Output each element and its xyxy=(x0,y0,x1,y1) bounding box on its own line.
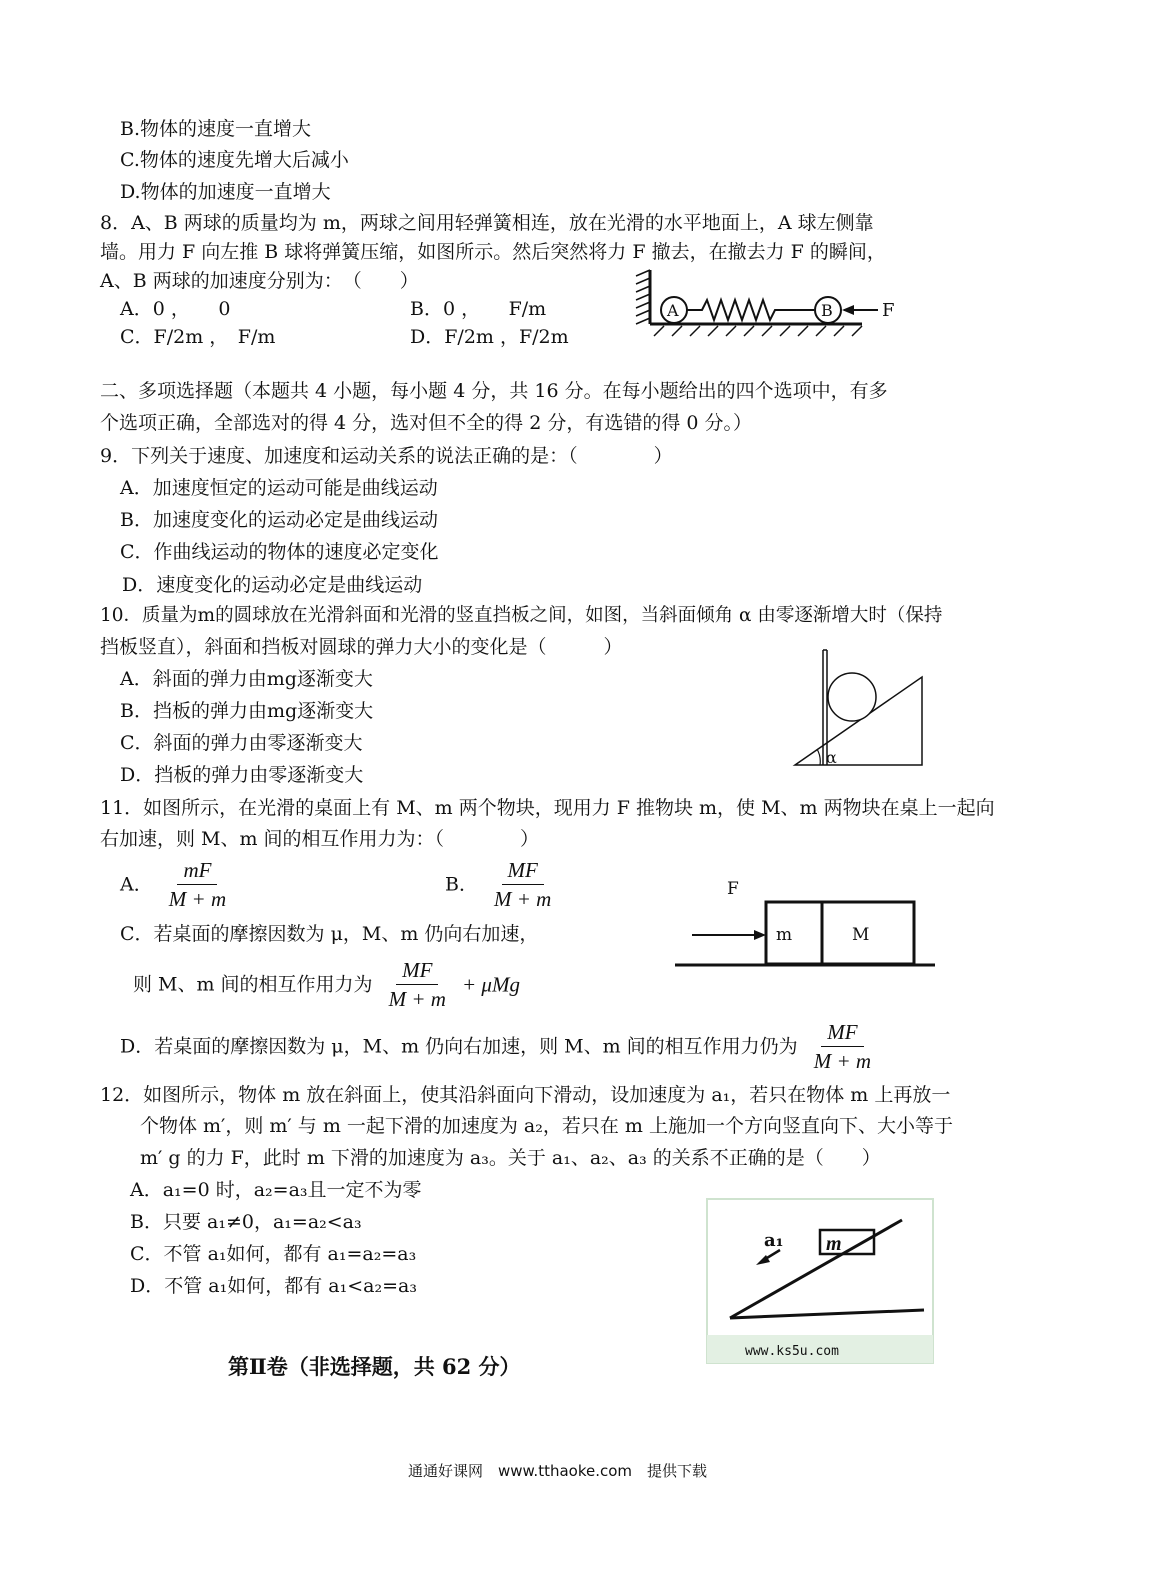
q9-option-d: D．速度变化的运动必定是曲线运动 xyxy=(122,574,423,596)
q11-option-d xyxy=(120,1020,881,1073)
q11-option-a xyxy=(120,858,236,911)
q12-option-d: D．不管 a₁如何，都有 a₁<a₂=a₃ xyxy=(130,1275,417,1297)
q8-stem-line1: 8．A、B 两球的质量均为 m，两球之间用轻弹簧相连，放在光滑的水平地面上，A 球左侧靠 xyxy=(100,212,874,234)
q11-option-c-line2 xyxy=(133,958,520,1011)
numerator: mF xyxy=(177,858,217,885)
part2-title: 第Ⅱ卷（非选择题，共 62 分） xyxy=(228,1354,521,1379)
q12-watermark: www.ks5u.com xyxy=(745,1344,839,1359)
q11-blocks-figure xyxy=(670,895,940,970)
footer-text: 通通好课网 www.tthaoke.com 提供下载 xyxy=(408,1462,708,1480)
q11-small-block-label: m xyxy=(776,925,793,945)
q8-stem-line2: 墙。用力 F 向左推 B 球将弹簧压缩，如图所示。然后突然将力 F 撤去，在撤去力 F 的瞬间， xyxy=(100,241,886,263)
q11-option-b-label: B． xyxy=(445,873,478,896)
denominator: M + m xyxy=(494,887,552,911)
q10-option-b: B．挡板的弹力由mg逐渐变大 xyxy=(120,700,374,722)
numerator: MF xyxy=(502,858,544,885)
q11-option-c-text: 则 M、m 间的相互作用力为 xyxy=(133,973,373,996)
q8-ball-a-label: A xyxy=(667,301,679,320)
q8-stem-line3: A、B 两球的加速度分别为： （ ） xyxy=(100,270,419,292)
q9-option-a: A．加速度恒定的运动可能是曲线运动 xyxy=(120,477,438,499)
q8-option-d: D．F/2m ，F/2m xyxy=(410,326,569,348)
q10-angle-label: α xyxy=(826,748,837,767)
q11-option-b xyxy=(445,858,561,911)
q9-option-c: C．作曲线运动的物体的速度必定变化 xyxy=(120,541,439,563)
q9-option-b: B．加速度变化的运动必定是曲线运动 xyxy=(120,509,438,531)
q11-stem-line2: 右加速，则 M、m 间的相互作用力为：（ ） xyxy=(100,828,540,850)
q11-stem-line1: 11．如图所示，在光滑的桌面上有 M、m 两个物块，现用力 F 推物块 m，使 M、m 两物块在桌上一起向 xyxy=(100,797,995,819)
q12-option-c: C．不管 a₁如何，都有 a₁=a₂=a₃ xyxy=(130,1243,417,1265)
denominator: M + m xyxy=(388,987,446,1011)
section2-line1: 二、多项选择题（本题共 4 小题，每小题 4 分，共 16 分。在每小题给出的四个选项中，有多 xyxy=(100,380,888,402)
q12-stem-line2: 个物体 m′，则 m′ 与 m 一起下滑的加速度为 a₂，若只在 m 上施加一个方向竖直向下、大小等于 xyxy=(140,1115,953,1137)
section2-line2: 个选项正确，全部选对的得 4 分，选对但不全的得 2 分，有选错的得 0 分。） xyxy=(100,412,753,434)
q7-option-d: D.物体的加速度一直增大 xyxy=(120,181,331,203)
q9-stem: 9．下列关于速度、加速度和运动关系的说法正确的是：（ ） xyxy=(100,445,673,467)
q12-option-b: B．只要 a₁≠0，a₁=a₂<a₃ xyxy=(130,1211,362,1233)
q10-option-c: C．斜面的弹力由零逐渐变大 xyxy=(120,732,363,754)
denominator: M + m xyxy=(813,1049,872,1073)
q10-stem-line1: 10．质量为m的圆球放在光滑斜面和光滑的竖直挡板之间，如图，当斜面倾角 α 由零逐渐增大时（保持 xyxy=(100,605,943,626)
q10-option-a: A．斜面的弹力由mg逐渐变大 xyxy=(120,668,373,690)
q12-stem-line1: 12．如图所示，物体 m 放在斜面上，使其沿斜面向下滑动，设加速度为 a₁，若只在物体 m 上再放一 xyxy=(100,1084,951,1106)
q11-option-c-fraction xyxy=(383,958,452,1011)
q8-option-c: C．F/2m ， F/m xyxy=(120,326,276,348)
numerator: MF xyxy=(396,958,438,985)
q8-option-b: B．0 ， F/m xyxy=(410,298,547,320)
q8-option-a: A．0 ， 0 xyxy=(120,298,231,320)
q10-option-d: D．挡板的弹力由零逐渐变大 xyxy=(120,764,364,786)
q11-option-c-tail: + μMg xyxy=(462,972,520,997)
q11-option-a-label: A． xyxy=(120,873,153,896)
q8-force-label: F xyxy=(882,300,895,321)
q11-option-b-fraction xyxy=(488,858,557,911)
numerator: MF xyxy=(821,1020,863,1047)
q10-stem-line2: 挡板竖直），斜面和挡板对圆球的弹力大小的变化是（ ） xyxy=(100,636,623,658)
q11-option-d-fraction xyxy=(808,1020,877,1073)
q12-block-label: m xyxy=(826,1233,842,1255)
q12-option-a: A．a₁=0 时，a₂=a₃且一定不为零 xyxy=(130,1179,422,1201)
q7-option-c: C.物体的速度先增大后减小 xyxy=(120,149,349,171)
q10-incline-figure xyxy=(790,645,930,770)
q11-force-label: F xyxy=(727,879,739,899)
q11-big-block-label: M xyxy=(852,925,870,945)
q12-stem-line3: m′ g 的力 F，此时 m 下滑的加速度为 a₃。关于 a₁、a₂、a₃ 的关系不正确的是（ ） xyxy=(140,1147,881,1169)
q7-option-b: B.物体的速度一直增大 xyxy=(120,118,312,140)
q12-accel-label: a₁ xyxy=(764,1230,784,1251)
denominator: M + m xyxy=(168,887,227,911)
q11-option-d-text: D．若桌面的摩擦因数为 μ，M、m 仍向右加速，则 M、m 间的相互作用力仍为 xyxy=(120,1035,798,1058)
q11-option-a-fraction xyxy=(163,858,232,911)
q11-option-c-line1: C．若桌面的摩擦因数为 μ，M、m 仍向右加速， xyxy=(120,923,539,945)
q8-ball-b-label: B xyxy=(821,301,833,320)
